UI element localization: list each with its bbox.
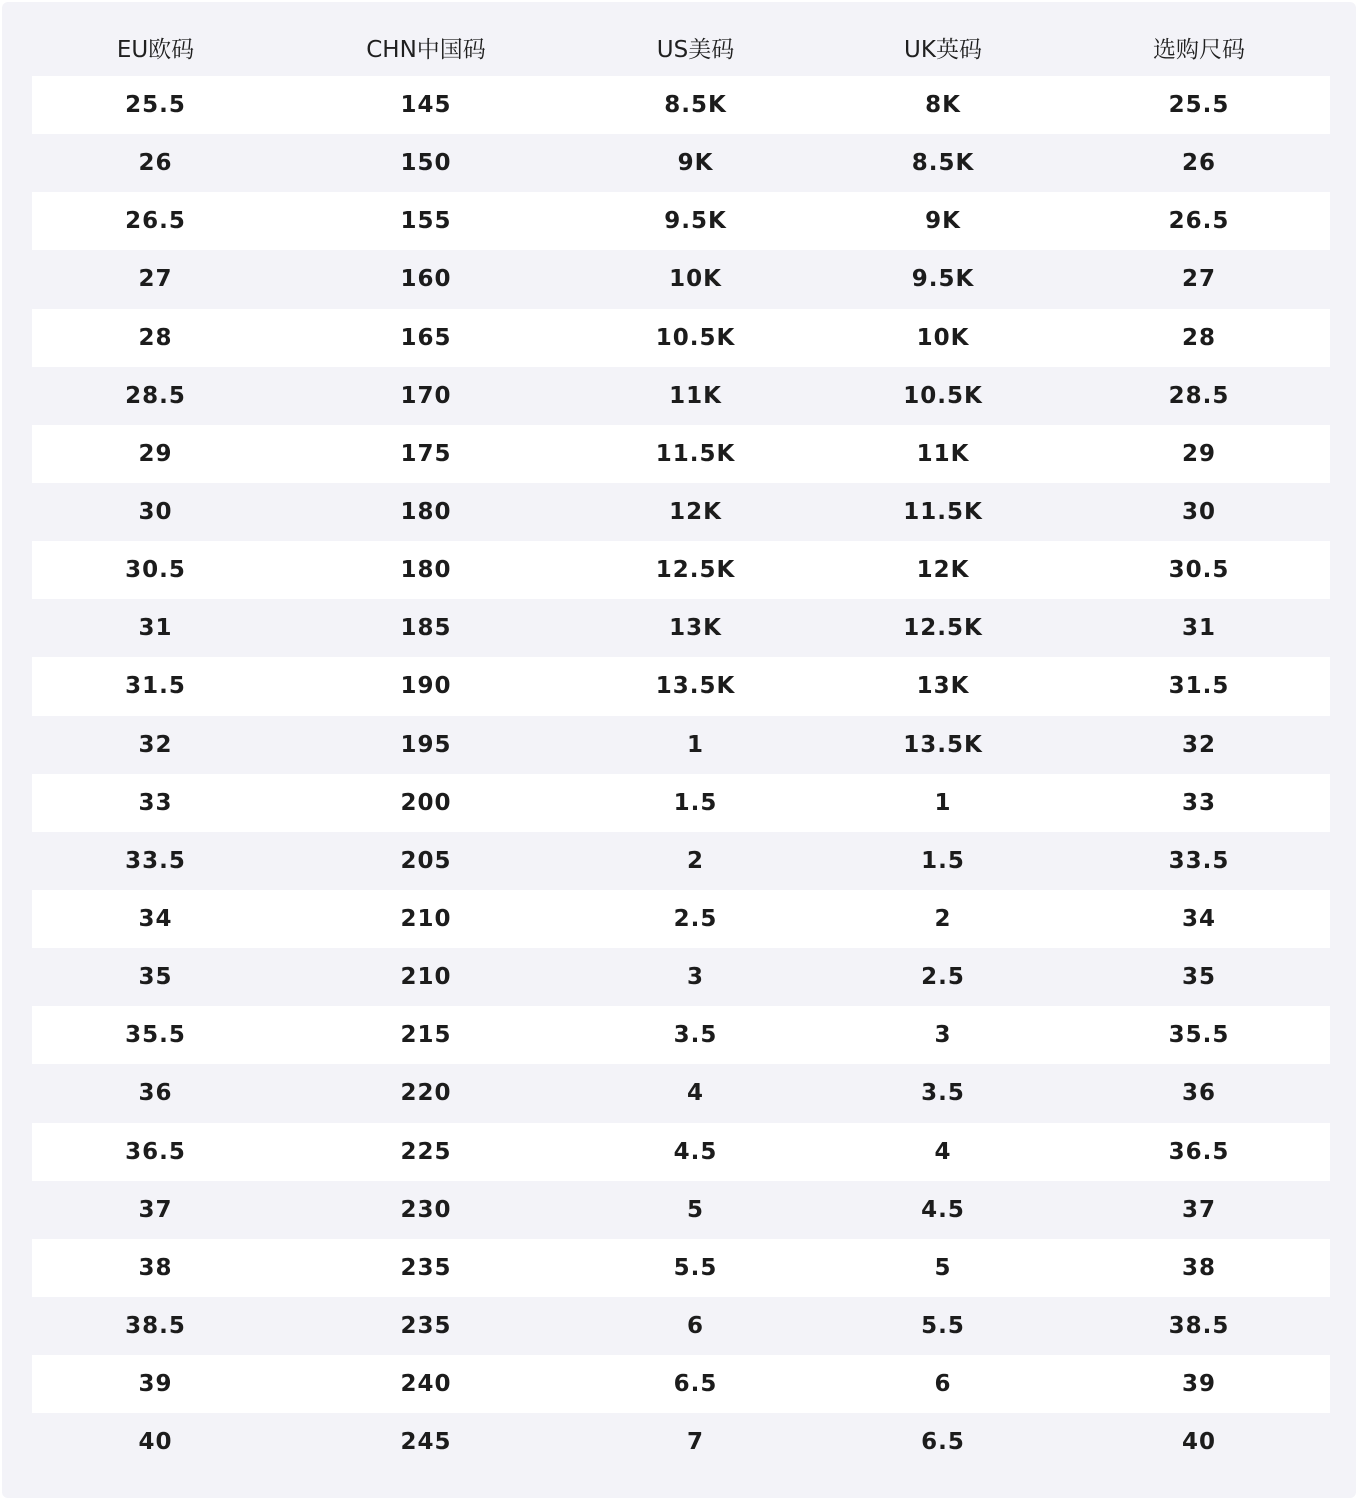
table-row bbox=[32, 890, 1330, 948]
cell-eu-size: 38 bbox=[32, 1239, 279, 1297]
size-chart-panel bbox=[2, 2, 1356, 1498]
cell-chn-size: 155 bbox=[279, 192, 573, 250]
cell-uk-size: 10K bbox=[818, 309, 1068, 367]
cell-chn-size: 185 bbox=[279, 599, 573, 657]
size-chart-table bbox=[32, 18, 1330, 1471]
cell-chn-size: 215 bbox=[279, 1006, 573, 1064]
cell-uk-size: 9K bbox=[818, 192, 1068, 250]
cell-chn-size: 245 bbox=[279, 1413, 573, 1471]
cell-us-size: 12.5K bbox=[573, 541, 818, 599]
cell-uk-size: 4.5 bbox=[818, 1181, 1068, 1239]
cell-chn-size: 235 bbox=[279, 1297, 573, 1355]
cell-chn-size: 170 bbox=[279, 367, 573, 425]
cell-eu-size: 33.5 bbox=[32, 832, 279, 890]
cell-uk-size: 3 bbox=[818, 1006, 1068, 1064]
header-purchase-size: 选购尺码 bbox=[1153, 36, 1245, 63]
table-row bbox=[32, 134, 1330, 192]
cell-eu-size: 26 bbox=[32, 134, 279, 192]
cell-chn-size: 205 bbox=[279, 832, 573, 890]
cell-uk-size: 13K bbox=[818, 657, 1068, 715]
cell-uk-size: 5 bbox=[818, 1239, 1068, 1297]
cell-purchase-size: 36.5 bbox=[1068, 1123, 1330, 1181]
cell-purchase-size: 36 bbox=[1068, 1064, 1330, 1122]
table-row bbox=[32, 1006, 1330, 1064]
cell-purchase-size: 26 bbox=[1068, 134, 1330, 192]
cell-purchase-size: 35.5 bbox=[1068, 1006, 1330, 1064]
cell-us-size: 8.5K bbox=[573, 76, 818, 134]
cell-eu-size: 36.5 bbox=[32, 1123, 279, 1181]
cell-eu-size: 29 bbox=[32, 425, 279, 483]
cell-us-size: 1.5 bbox=[573, 774, 818, 832]
cell-chn-size: 225 bbox=[279, 1123, 573, 1181]
cell-purchase-size: 32 bbox=[1068, 716, 1330, 774]
cell-purchase-size: 30.5 bbox=[1068, 541, 1330, 599]
cell-eu-size: 38.5 bbox=[32, 1297, 279, 1355]
cell-uk-size: 6 bbox=[818, 1355, 1068, 1413]
cell-eu-size: 31 bbox=[32, 599, 279, 657]
cell-chn-size: 160 bbox=[279, 250, 573, 308]
header-eu-size: EU欧码 bbox=[116, 36, 195, 63]
cell-purchase-size: 29 bbox=[1068, 425, 1330, 483]
header-us-size: US美码 bbox=[656, 36, 735, 63]
cell-chn-size: 230 bbox=[279, 1181, 573, 1239]
table-row bbox=[32, 250, 1330, 308]
cell-us-size: 13.5K bbox=[573, 657, 818, 715]
cell-us-size: 3.5 bbox=[573, 1006, 818, 1064]
cell-chn-size: 180 bbox=[279, 541, 573, 599]
cell-purchase-size: 33 bbox=[1068, 774, 1330, 832]
table-row bbox=[32, 599, 1330, 657]
cell-us-size: 10K bbox=[573, 250, 818, 308]
cell-chn-size: 240 bbox=[279, 1355, 573, 1413]
cell-purchase-size: 34 bbox=[1068, 890, 1330, 948]
cell-chn-size: 145 bbox=[279, 76, 573, 134]
cell-us-size: 13K bbox=[573, 599, 818, 657]
cell-us-size: 3 bbox=[573, 948, 818, 1006]
table-row bbox=[32, 1239, 1330, 1297]
cell-uk-size: 1.5 bbox=[818, 832, 1068, 890]
cell-us-size: 9K bbox=[573, 134, 818, 192]
cell-chn-size: 180 bbox=[279, 483, 573, 541]
cell-eu-size: 34 bbox=[32, 890, 279, 948]
cell-eu-size: 27 bbox=[32, 250, 279, 308]
cell-eu-size: 28 bbox=[32, 309, 279, 367]
cell-purchase-size: 25.5 bbox=[1068, 76, 1330, 134]
header-uk-size: UK英码 bbox=[904, 36, 982, 63]
table-row bbox=[32, 483, 1330, 541]
cell-us-size: 2.5 bbox=[573, 890, 818, 948]
header-chn-size: CHN中国码 bbox=[366, 36, 486, 63]
cell-purchase-size: 39 bbox=[1068, 1355, 1330, 1413]
cell-chn-size: 210 bbox=[279, 948, 573, 1006]
cell-purchase-size: 38.5 bbox=[1068, 1297, 1330, 1355]
cell-uk-size: 12.5K bbox=[818, 599, 1068, 657]
cell-eu-size: 33 bbox=[32, 774, 279, 832]
cell-uk-size: 2 bbox=[818, 890, 1068, 948]
table-row bbox=[32, 1413, 1330, 1471]
cell-eu-size: 26.5 bbox=[32, 192, 279, 250]
cell-eu-size: 30.5 bbox=[32, 541, 279, 599]
cell-uk-size: 13.5K bbox=[818, 716, 1068, 774]
cell-purchase-size: 26.5 bbox=[1068, 192, 1330, 250]
cell-uk-size: 11.5K bbox=[818, 483, 1068, 541]
cell-uk-size: 10.5K bbox=[818, 367, 1068, 425]
cell-us-size: 12K bbox=[573, 483, 818, 541]
table-row bbox=[32, 1064, 1330, 1122]
cell-eu-size: 25.5 bbox=[32, 76, 279, 134]
table-row bbox=[32, 948, 1330, 1006]
table-row bbox=[32, 367, 1330, 425]
cell-purchase-size: 31 bbox=[1068, 599, 1330, 657]
cell-eu-size: 39 bbox=[32, 1355, 279, 1413]
table-row bbox=[32, 716, 1330, 774]
cell-eu-size: 31.5 bbox=[32, 657, 279, 715]
cell-uk-size: 2.5 bbox=[818, 948, 1068, 1006]
cell-eu-size: 32 bbox=[32, 716, 279, 774]
cell-uk-size: 4 bbox=[818, 1123, 1068, 1181]
cell-eu-size: 28.5 bbox=[32, 367, 279, 425]
cell-eu-size: 35.5 bbox=[32, 1006, 279, 1064]
cell-uk-size: 3.5 bbox=[818, 1064, 1068, 1122]
cell-uk-size: 9.5K bbox=[818, 250, 1068, 308]
table-row bbox=[32, 832, 1330, 890]
cell-chn-size: 235 bbox=[279, 1239, 573, 1297]
table-row bbox=[32, 309, 1330, 367]
cell-purchase-size: 40 bbox=[1068, 1413, 1330, 1471]
cell-us-size: 5 bbox=[573, 1181, 818, 1239]
cell-purchase-size: 27 bbox=[1068, 250, 1330, 308]
cell-chn-size: 190 bbox=[279, 657, 573, 715]
table-body bbox=[32, 76, 1330, 1471]
cell-purchase-size: 37 bbox=[1068, 1181, 1330, 1239]
cell-eu-size: 40 bbox=[32, 1413, 279, 1471]
table-row bbox=[32, 1355, 1330, 1413]
cell-chn-size: 220 bbox=[279, 1064, 573, 1122]
cell-uk-size: 1 bbox=[818, 774, 1068, 832]
cell-chn-size: 195 bbox=[279, 716, 573, 774]
cell-eu-size: 36 bbox=[32, 1064, 279, 1122]
header-row bbox=[32, 18, 1330, 76]
cell-chn-size: 175 bbox=[279, 425, 573, 483]
cell-us-size: 6.5 bbox=[573, 1355, 818, 1413]
cell-purchase-size: 30 bbox=[1068, 483, 1330, 541]
cell-purchase-size: 33.5 bbox=[1068, 832, 1330, 890]
cell-us-size: 11K bbox=[573, 367, 818, 425]
cell-us-size: 5.5 bbox=[573, 1239, 818, 1297]
table-row bbox=[32, 657, 1330, 715]
cell-us-size: 9.5K bbox=[573, 192, 818, 250]
table-row bbox=[32, 1123, 1330, 1181]
table-row bbox=[32, 76, 1330, 134]
cell-us-size: 7 bbox=[573, 1413, 818, 1471]
cell-chn-size: 200 bbox=[279, 774, 573, 832]
cell-purchase-size: 28.5 bbox=[1068, 367, 1330, 425]
cell-us-size: 6 bbox=[573, 1297, 818, 1355]
cell-purchase-size: 28 bbox=[1068, 309, 1330, 367]
cell-eu-size: 30 bbox=[32, 483, 279, 541]
table-row bbox=[32, 1181, 1330, 1239]
cell-chn-size: 165 bbox=[279, 309, 573, 367]
table-row bbox=[32, 774, 1330, 832]
cell-us-size: 4.5 bbox=[573, 1123, 818, 1181]
cell-us-size: 10.5K bbox=[573, 309, 818, 367]
cell-chn-size: 210 bbox=[279, 890, 573, 948]
cell-uk-size: 8K bbox=[818, 76, 1068, 134]
cell-uk-size: 8.5K bbox=[818, 134, 1068, 192]
cell-purchase-size: 38 bbox=[1068, 1239, 1330, 1297]
cell-eu-size: 37 bbox=[32, 1181, 279, 1239]
table-row bbox=[32, 541, 1330, 599]
table-header bbox=[32, 18, 1330, 76]
table-row bbox=[32, 425, 1330, 483]
cell-uk-size: 5.5 bbox=[818, 1297, 1068, 1355]
cell-purchase-size: 35 bbox=[1068, 948, 1330, 1006]
cell-uk-size: 12K bbox=[818, 541, 1068, 599]
cell-us-size: 2 bbox=[573, 832, 818, 890]
cell-us-size: 4 bbox=[573, 1064, 818, 1122]
cell-uk-size: 11K bbox=[818, 425, 1068, 483]
cell-purchase-size: 31.5 bbox=[1068, 657, 1330, 715]
cell-chn-size: 150 bbox=[279, 134, 573, 192]
cell-us-size: 11.5K bbox=[573, 425, 818, 483]
cell-uk-size: 6.5 bbox=[818, 1413, 1068, 1471]
cell-eu-size: 35 bbox=[32, 948, 279, 1006]
table-row bbox=[32, 1297, 1330, 1355]
cell-us-size: 1 bbox=[573, 716, 818, 774]
table-row bbox=[32, 192, 1330, 250]
